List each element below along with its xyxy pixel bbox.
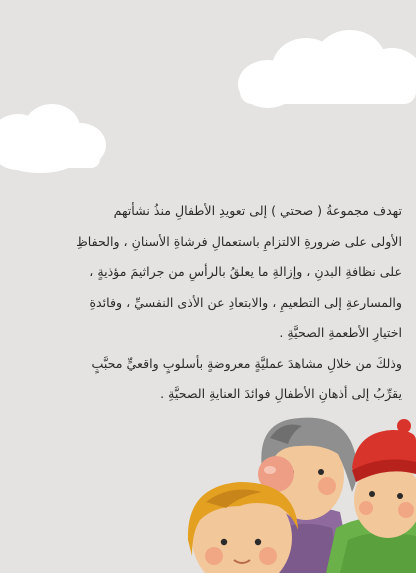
paragraph1-line-5: اختيارِ الأطعمةِ الصحيَّةِ . — [279, 325, 402, 340]
paragraph1-line-1: تهدف مجموعةُ ( صحتي ) إلى تعويدِ الأطفالِ منذُ نشأتهم — [113, 203, 402, 218]
paragraph1-line-2: الأولى على ضرورةِ الالتزامِ باستعمالِ فرشاةِ الأسنانِ ، والحفاظِ — [76, 233, 402, 249]
blond-child — [188, 482, 298, 573]
paragraph2-line-1: وذلكَ من خلالِ مشاهدَ عمليَّةٍ معروضةٍ بأسلوبٍ واقعيٍّ محبَّبٍ — [91, 355, 402, 371]
paragraph1-line-4: والمسارعةِ إلى التطعيمِ ، والابتعادِ عن الأذى النفسيِّ ، وفائدةِ — [89, 294, 402, 310]
paragraph1-line-3: على نظافةِ البدنِ ، وإزالةِ ما يعلقُ بالرأسِ من جراثيمَ مؤذيةٍ ، — [89, 264, 402, 279]
paragraph2-line-2: يقرِّبُ إلى أذهانِ الأطفالِ فوائدَ العنايةِ الصحيَّةِ . — [160, 386, 402, 401]
